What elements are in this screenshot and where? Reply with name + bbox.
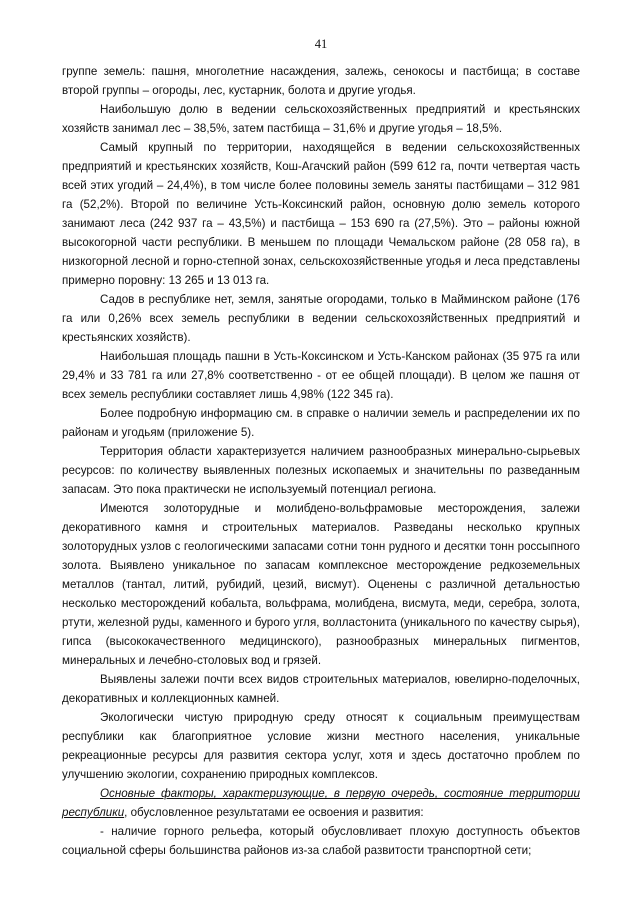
paragraph-mineral-resources: Территория области характеризуется наличием разнообразных минерально-сырьевых ресурсов: по количеству выявленных полезных ископаемых и значительны по разведанным запасам. Это пока практически не используемый потенциал региона. [62, 445, 580, 496]
paragraph-appendix-reference: Более подробную информацию см. в справке о наличии земель и распределении их по районам и угодьям (приложение 5). [62, 407, 580, 439]
paragraph-ecology: Экологически чистую природную среду относят к социальным преимуществам республики как благоприятное условие жизни местного населения, уникальные рекреационные ресурсы для развития сектора услуг, хотя и здесь достаточно проблем по улучшению экологии, сохранению природных комплексов. [62, 711, 580, 781]
page-number: 41 [314, 37, 328, 51]
main-factors-rest: , обусловленное результатами ее освоения и развития: [124, 806, 424, 819]
paragraph-largest-district: Самый крупный по территории, находящейся в ведении сельскохозяйственных предприятий и крестьянских хозяйств, Кош-Агачский район (599 612 га, почти четвертая часть всей этих угодий – 24,4%), в том числе более половины земель заняты пастбищами – 312 981 га (52,2%). Второй по величине Усть-Коксинский район, основную долю земель которого занимают леса (242 937 га – 43,5%) и пастбища – 153 690 га (27,5%). Это – районы южной высокогорной части республики. В меньшем по площади Чемальском районе (28 058 га), в низкогорной лесной и горно-степной зонах, сельскохозяйственные угодья и леса представлены примерно поровну: 13 265 и 13 013 га. [62, 141, 580, 287]
paragraph-land-groups: группе земель: пашня, многолетние насаждения, залежь, сенокосы и пастбища; в составе второй группы – огороды, лес, кустарник, болота и другие угодья. [62, 65, 580, 97]
paragraph-gardens: Садов в республике нет, земля, занятые огородами, только в Майминском районе (176 га или 0,26% всех земель республики в ведении сельскохозяйственных предприятий и крестьянских хозяйств). [62, 293, 580, 344]
main-factors-heading: Основные факторы, характеризующие, в первую очередь, состояние территории республики [62, 787, 580, 819]
bullet-mountain-relief: - наличие горного рельефа, который обусловливает плохую доступность объектов социальной сферы большинства районов из-за слабой развитости транспортной сети; [62, 825, 580, 857]
paragraph-deposits: Имеются золоторудные и молибдено-вольфрамовые месторождения, залежи декоративного камня и строительных материалов. Разведаны несколько крупных золоторудных узлов с геологическими запасами сотни тонн рудного и десятки тонн россыпного золота. Выявлено уникальное по запасам комплексное месторождение редкоземельных металлов (тантал, литий, рубидий, цезий, висмут). Оценены с различной детальностью несколько месторождений кобальта, вольфрама, молибдена, висмута, меди, серебра, золота, ртути, железной руды, каменного и бурого угля, волластонита (уникального по качеству сырья), гипса (высококачественного медицинского), разнообразных минеральных пигментов, минеральных и лечебно-столовых вод и грязей. [62, 502, 580, 667]
paragraph-largest-share: Наибольшую долю в ведении сельскохозяйственных предприятий и крестьянских хозяйств занимал лес – 38,5%, затем пастбища – 31,6% и другие угодья – 18,5%. [62, 103, 580, 135]
paragraph-arable-land: Наибольшая площадь пашни в Усть-Коксинском и Усть-Канском районах (35 975 га или 29,4% и 33 781 га или 27,8% соответственно - от ее общей площади). В целом же пашня от всех земель республики составляет лишь 4,98% (122 345 га). [62, 350, 580, 401]
paragraph-main-factors [62, 784, 580, 822]
paragraph-building-materials: Выявлены залежи почти всех видов строительных материалов, ювелирно-поделочных, декоративных и коллекционных камней. [62, 673, 580, 705]
